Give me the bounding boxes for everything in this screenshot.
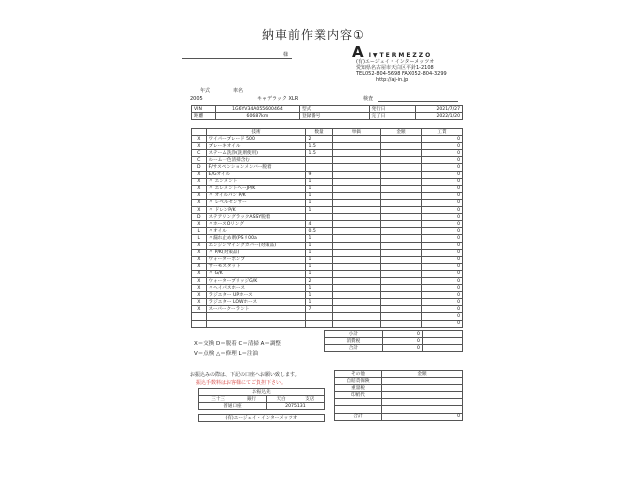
item-amount — [381, 320, 422, 327]
item-code: X — [192, 171, 207, 178]
item-labor: 0 — [421, 285, 462, 292]
item-name: サーモスタット — [206, 263, 306, 270]
item-code — [192, 320, 207, 327]
item-amount — [381, 199, 422, 206]
item-qty — [306, 157, 332, 164]
item-amount — [381, 313, 422, 320]
item-qty: 1 — [306, 299, 332, 306]
car-name-label: 車名 — [233, 88, 244, 94]
item-amount — [381, 228, 422, 235]
item-qty — [306, 164, 332, 171]
year-value: 2005 — [190, 96, 203, 102]
car-name-value: キャデラック XLR — [257, 96, 299, 102]
issue-date-value: 2021/7/27 — [416, 106, 463, 113]
item-unit-price — [332, 285, 380, 292]
item-amount — [381, 207, 422, 214]
account-type: 普通口座 — [199, 403, 267, 410]
item-unit-price — [332, 178, 380, 185]
item-name: F/サスペンションメンバー脱着 — [206, 164, 306, 171]
item-unit-price — [332, 292, 380, 299]
item-unit-price — [332, 242, 380, 249]
item-name: ウォーターブリッジG/K — [206, 277, 306, 284]
year-label: 年式 — [200, 88, 211, 94]
item-qty: 1 — [306, 292, 332, 299]
page-title: 納車前作業内容① — [262, 28, 365, 42]
account-holder: (有)エージェイ・インターメッツオ — [199, 415, 325, 422]
totals-table — [324, 330, 463, 352]
item-code: L — [192, 235, 207, 242]
item-code: X — [192, 207, 207, 214]
item-unit-price — [332, 263, 380, 270]
item-amount — [381, 285, 422, 292]
item-name: ルーム一色清掃含む — [206, 157, 306, 164]
item-labor: 0 — [421, 249, 462, 256]
item-code — [192, 313, 207, 320]
bank-suffix: 銀行 — [237, 396, 266, 403]
item-labor: 0 — [421, 178, 462, 185]
other-row-label: 重量税 — [335, 385, 382, 392]
company-logo: A I▼TERMEZZO — [352, 43, 433, 61]
fee-note: 振込手数料はお客様にてご負担下さい。 — [196, 380, 287, 386]
items-header-row — [192, 129, 463, 136]
item-labor: 0 — [421, 242, 462, 249]
other-col-amount: 金額 — [382, 371, 463, 378]
item-labor: 0 — [421, 157, 462, 164]
item-name: エンジンマイングカバー(対策品) — [206, 242, 306, 249]
item-name: 〃漏れ止め剤(PSリ00a — [206, 235, 306, 242]
registration-label: 登録番号 — [299, 113, 369, 120]
item-labor: 0 — [421, 143, 462, 150]
vin-label: VIN — [192, 106, 216, 113]
item-amount — [381, 277, 422, 284]
item-unit-price — [332, 277, 380, 284]
item-amount — [381, 164, 422, 171]
item-name: 〃 エレメントヘーJP/K — [206, 185, 306, 192]
other-row-label — [335, 406, 382, 413]
item-qty: 1 — [306, 285, 332, 292]
item-code: X — [192, 306, 207, 313]
company-tel-fax: TEL052-804-5698 FAX052-804-3299 — [356, 71, 447, 77]
odometer-value: 60687km — [215, 113, 299, 120]
item-row — [192, 136, 463, 143]
item-row — [192, 199, 463, 206]
item-amount — [381, 185, 422, 192]
inspection-line — [378, 101, 458, 102]
item-row — [192, 313, 463, 320]
col-header-unit-price: 単価 — [332, 129, 380, 136]
item-labor: 0 — [421, 292, 462, 299]
item-unit-price — [332, 157, 380, 164]
item-unit-price — [332, 235, 380, 242]
col-header-qty: 数量 — [306, 129, 332, 136]
item-name — [206, 313, 306, 320]
item-name: 〃 エンメント — [206, 178, 306, 185]
item-name: ステーム洗浄(洗剤使用) — [206, 150, 306, 157]
item-amount — [381, 256, 422, 263]
item-code: X — [192, 242, 207, 249]
item-code: X — [192, 263, 207, 270]
item-row — [192, 235, 463, 242]
item-row — [192, 143, 463, 150]
item-labor: 0 — [421, 199, 462, 206]
item-qty: 2 — [306, 136, 332, 143]
item-row — [192, 299, 463, 306]
item-qty: 1 — [306, 249, 332, 256]
item-labor: 0 — [421, 306, 462, 313]
item-code: X — [192, 249, 207, 256]
item-row — [192, 171, 463, 178]
legend-line-1: X＝交換 D＝脱着 C＝清掃 A＝調整 — [194, 341, 281, 347]
bank-name: 三十三 — [199, 396, 238, 403]
item-unit-price — [332, 249, 380, 256]
item-labor: 0 — [421, 192, 462, 199]
item-unit-price — [332, 199, 380, 206]
branch-suffix: 支店 — [295, 396, 324, 403]
item-qty: 1.5 — [306, 150, 332, 157]
item-labor: 0 — [421, 171, 462, 178]
model-label: 型式 — [299, 106, 369, 113]
item-labor: 0 — [421, 235, 462, 242]
item-code: C — [192, 157, 207, 164]
item-unit-price — [332, 192, 380, 199]
item-name: スーパークーラント — [206, 306, 306, 313]
item-name: 〃ヘイパスホース — [206, 285, 306, 292]
item-code: X — [192, 199, 207, 206]
item-qty: 1 — [306, 192, 332, 199]
item-unit-price — [332, 150, 380, 157]
item-unit-price — [332, 214, 380, 221]
item-labor: 0 — [421, 320, 462, 327]
account-number: 2075131 — [266, 403, 324, 410]
item-row — [192, 228, 463, 235]
item-row — [192, 164, 463, 171]
item-row — [192, 320, 463, 327]
item-qty: 1 — [306, 185, 332, 192]
item-row — [192, 150, 463, 157]
item-name: 〃 P/K(対策品) — [206, 249, 306, 256]
item-code: X — [192, 285, 207, 292]
item-qty: 1 — [306, 263, 332, 270]
col-header-amount: 金額 — [381, 129, 422, 136]
item-name: 〃 レベルセンサー — [206, 199, 306, 206]
item-code: X — [192, 256, 207, 263]
company-address: 愛知県名古屋市天白区平針1-2108 — [356, 65, 434, 71]
item-code: C — [192, 150, 207, 157]
item-labor: 0 — [421, 270, 462, 277]
subtotal-row: 小計 0 — [325, 331, 463, 338]
col-header-code — [192, 129, 207, 136]
item-qty: 1 — [306, 199, 332, 206]
item-row — [192, 292, 463, 299]
item-code: X — [192, 270, 207, 277]
item-unit-price — [332, 164, 380, 171]
tax-row: 消費税 0 — [325, 338, 463, 345]
item-unit-price — [332, 256, 380, 263]
item-code: X — [192, 221, 207, 228]
item-row — [192, 192, 463, 199]
customer-name-line — [182, 50, 292, 59]
item-amount — [381, 192, 422, 199]
item-amount — [381, 299, 422, 306]
item-labor: 0 — [421, 277, 462, 284]
item-amount — [381, 157, 422, 164]
item-name: 〃 G/K — [206, 270, 306, 277]
company-url: http://aj-in.jp — [376, 77, 409, 83]
customer-honorific: 様 — [283, 52, 289, 58]
legend-line-2: V＝点検 △＝修理 L＝注油 — [194, 351, 259, 357]
item-name: ウォーターポンプ — [206, 256, 306, 263]
item-qty: 1 — [306, 256, 332, 263]
item-row — [192, 270, 463, 277]
item-labor: 0 — [421, 256, 462, 263]
item-name: 〃ホースOリング — [206, 221, 306, 228]
item-amount — [381, 249, 422, 256]
item-code: L — [192, 228, 207, 235]
item-code: X — [192, 143, 207, 150]
item-amount — [381, 242, 422, 249]
item-name: ラジエター UPホース — [206, 292, 306, 299]
vin-value: 1G6YV34A055600464 — [215, 106, 299, 113]
item-qty — [306, 313, 332, 320]
item-labor: 0 — [421, 214, 462, 221]
item-name — [206, 320, 306, 327]
item-qty: 4 — [306, 221, 332, 228]
item-labor: 0 — [421, 207, 462, 214]
item-code: X — [192, 136, 207, 143]
item-qty: 9 — [306, 171, 332, 178]
item-unit-price — [332, 270, 380, 277]
item-name: 〃 ドレンP/K — [206, 207, 306, 214]
item-qty — [306, 214, 332, 221]
item-row — [192, 178, 463, 185]
payment-note: お振込みの際は、下記の口座へお願い致します。 — [190, 372, 300, 378]
other-row-label — [335, 399, 382, 406]
item-code: X — [192, 277, 207, 284]
item-labor: 0 — [421, 150, 462, 157]
item-code: X — [192, 192, 207, 199]
item-row — [192, 185, 463, 192]
item-row — [192, 249, 463, 256]
item-code: X — [192, 292, 207, 299]
vehicle-info-table — [191, 105, 463, 120]
item-amount — [381, 270, 422, 277]
item-qty — [306, 320, 332, 327]
item-name: E/Gオイル — [206, 171, 306, 178]
col-header-labor: 工賃 — [421, 129, 462, 136]
item-labor: 0 — [421, 185, 462, 192]
item-labor: 0 — [421, 164, 462, 171]
work-items-table — [191, 128, 463, 328]
item-qty: 1 — [306, 178, 332, 185]
item-name: 〃 オイルパン P/K — [206, 192, 306, 199]
item-unit-price — [332, 228, 380, 235]
completion-date-label: 完了日 — [369, 113, 416, 120]
item-amount — [381, 263, 422, 270]
other-row-label: 自賠責保険 — [335, 378, 382, 385]
item-qty: 0.5 — [306, 228, 332, 235]
item-labor: 0 — [421, 221, 462, 228]
item-unit-price — [332, 171, 380, 178]
item-code: X — [192, 178, 207, 185]
item-code: D — [192, 214, 207, 221]
item-row — [192, 207, 463, 214]
item-unit-price — [332, 320, 380, 327]
bank-info-table — [198, 388, 325, 422]
item-qty: 1 — [306, 242, 332, 249]
item-unit-price — [332, 313, 380, 320]
other-total-value: 0 — [382, 413, 463, 420]
item-amount — [381, 136, 422, 143]
item-amount — [381, 143, 422, 150]
item-amount — [381, 221, 422, 228]
item-row — [192, 285, 463, 292]
item-row — [192, 306, 463, 313]
item-row — [192, 263, 463, 270]
item-name: ブレーキオイル — [206, 143, 306, 150]
item-labor: 0 — [421, 299, 462, 306]
item-amount — [381, 150, 422, 157]
item-unit-price — [332, 185, 380, 192]
item-amount — [381, 292, 422, 299]
item-amount — [381, 171, 422, 178]
item-row — [192, 157, 463, 164]
item-amount — [381, 178, 422, 185]
item-row — [192, 242, 463, 249]
item-labor: 0 — [421, 136, 462, 143]
other-row-label: 印紙代 — [335, 392, 382, 399]
item-row — [192, 221, 463, 228]
branch-name: 天白 — [266, 396, 295, 403]
item-unit-price — [332, 221, 380, 228]
company-name: (有)エージェイ・インターメッツオ — [356, 59, 435, 65]
item-unit-price — [332, 207, 380, 214]
total-row: 合計 0 — [325, 345, 463, 352]
other-fees-table — [334, 370, 463, 421]
issue-date-label: 発行日 — [369, 106, 416, 113]
col-header-item: 技術 — [206, 129, 306, 136]
item-unit-price — [332, 136, 380, 143]
bank-header: お振込先 — [199, 389, 325, 396]
item-amount — [381, 214, 422, 221]
item-amount — [381, 235, 422, 242]
item-code: X — [192, 299, 207, 306]
item-name: ワイパーブレード 500 — [206, 136, 306, 143]
item-code: X — [192, 185, 207, 192]
item-qty: 1 — [306, 235, 332, 242]
item-unit-price — [332, 299, 380, 306]
item-unit-price — [332, 306, 380, 313]
item-unit-price — [332, 143, 380, 150]
item-qty: 1 — [306, 207, 332, 214]
other-total-label: 合計 — [335, 413, 382, 420]
item-labor: 0 — [421, 263, 462, 270]
inspection-label: 検査 — [363, 96, 374, 102]
item-row — [192, 256, 463, 263]
item-qty: 7 — [306, 306, 332, 313]
completion-date-value: 2022/1/20 — [416, 113, 463, 120]
odometer-label: 距離 — [192, 113, 216, 120]
item-row — [192, 277, 463, 284]
item-name: 〃オイル — [206, 228, 306, 235]
item-row — [192, 214, 463, 221]
item-labor: 0 — [421, 228, 462, 235]
item-qty: 1.5 — [306, 143, 332, 150]
item-name: ステアリングラックASSY脱着 — [206, 214, 306, 221]
item-code: D — [192, 164, 207, 171]
item-name: ラジエター LOWホース — [206, 299, 306, 306]
other-col-label: その他 — [335, 371, 382, 378]
item-qty: 2 — [306, 277, 332, 284]
item-qty: 1 — [306, 270, 332, 277]
item-labor: 0 — [421, 313, 462, 320]
item-amount — [381, 306, 422, 313]
